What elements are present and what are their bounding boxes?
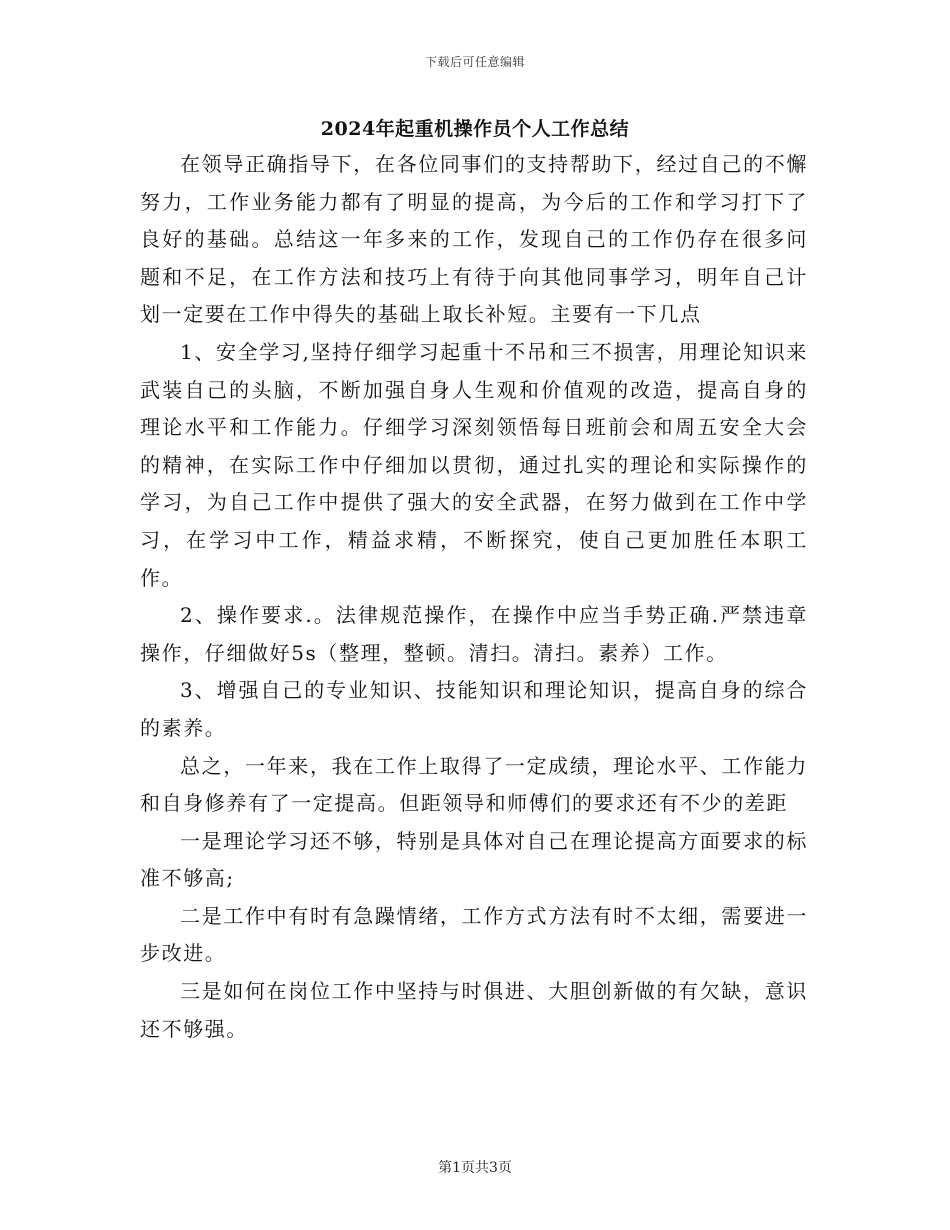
- paragraph-safety-study: 1、安全学习,坚持仔细学习起重十不吊和三不损害，用理论知识来武装自己的头脑，不断加强自身人生观和价值观的改造，提高自身的理论水平和工作能力。仔细学习深刻领悟每日班前会和周五安全大会的精神，在实际工作中仔细加以贯彻，通过扎实的理论和实际操作的学习，为自己工作中提供了强大的安全武器，在努力做到在工作中学习，在学习中工作，精益求精，不断探究，使自己更加胜任本职工作。: [140, 339, 808, 590]
- paragraph-operation-requirements: 2、操作要求.。法律规范操作，在操作中应当手势正确.严禁违章操作，仔细做好5s（整理，整顿。清扫。清扫。素养）工作。: [140, 603, 808, 665]
- paragraph-shortcoming-1: 一是理论学习还不够，特别是具体对自己在理论提高方面要求的标准不够高;: [140, 828, 808, 891]
- header-note: 下载后可任意编辑: [424, 55, 525, 69]
- document-title: 2024年起重机操作员个人工作总结: [320, 118, 630, 140]
- paragraph-summary: 总之，一年来，我在工作上取得了一定成绩，理论水平、工作能力和自身修养有了一定提高。但距领导和师傅们的要求还有不少的差距: [140, 753, 808, 816]
- paragraph-shortcoming-2: 二是工作中有时有急躁情绪，工作方式方法有时不太细，需要进一步改进。: [140, 903, 808, 966]
- paragraph-shortcoming-3: 三是如何在岗位工作中坚持与时俱进、大胆创新做的有欠缺，意识还不够强。: [140, 979, 808, 1041]
- paragraph-intro: 在领导正确指导下，在各位同事们的支持帮助下，经过自己的不懈努力，工作业务能力都有了明显的提高，为今后的工作和学习打下了良好的基础。总结这一年多来的工作，发现自己的工作仍存在很多问题和不足，在工作方法和技巧上有待于向其他同事学习，明年自己计划一定要在工作中得失的基础上取长补短。主要有一下几点: [140, 152, 808, 327]
- document-body: [140, 146, 808, 1048]
- paragraph-professional-knowledge: 3、增强自己的专业知识、技能知识和理论知识，提高自身的综合的素养。: [140, 678, 808, 740]
- page-number: 第1页共3页: [438, 1160, 512, 1176]
